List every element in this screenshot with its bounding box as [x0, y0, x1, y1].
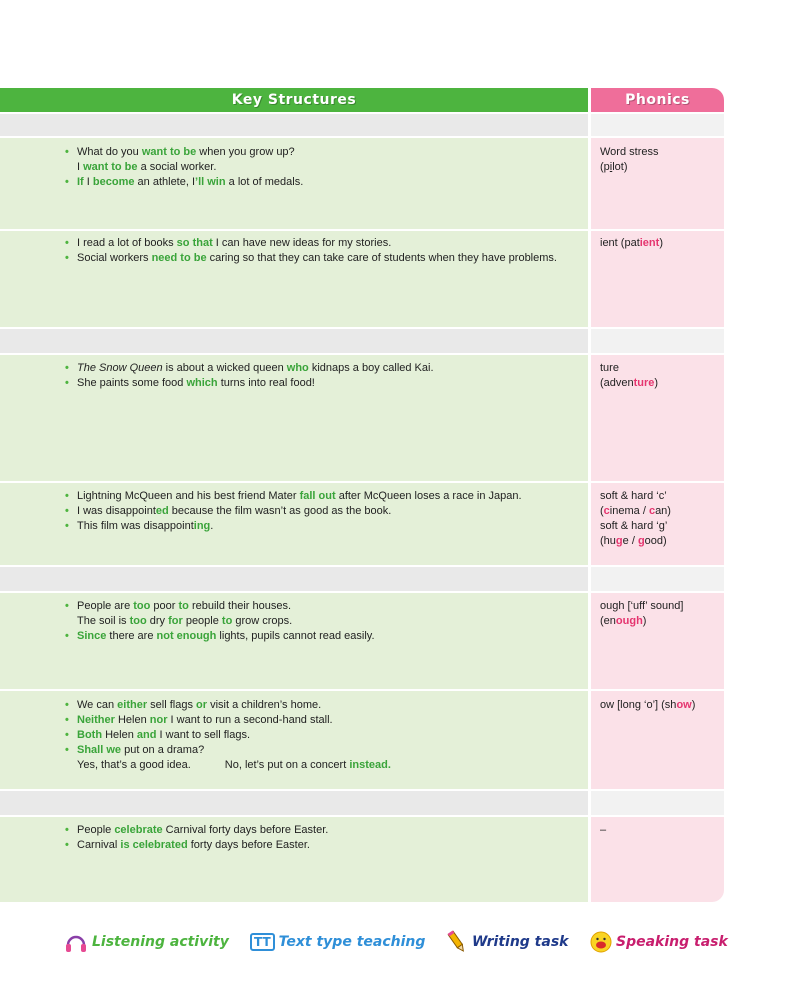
- highlight-green: too: [129, 615, 147, 627]
- highlight-green: not enough: [156, 630, 217, 642]
- gap-band: [591, 791, 724, 815]
- highlight-pink: ow: [676, 699, 692, 711]
- gap-band: [591, 567, 724, 591]
- structure-line: [64, 489, 574, 504]
- tt-badge-icon: [250, 933, 275, 951]
- phonics-line: [600, 599, 718, 614]
- text-segment: inema /: [609, 505, 649, 517]
- highlight-green: is celebrated: [120, 839, 188, 851]
- structure-line: [64, 698, 574, 713]
- key-structures-list: [64, 145, 574, 190]
- text-segment: put on a drama?: [121, 744, 205, 756]
- gap-band: [591, 329, 724, 353]
- text-segment: I want to run a second-hand stall.: [167, 714, 333, 726]
- text-segment: The soil is: [77, 615, 130, 627]
- key-structures-title: Key Structures: [231, 92, 357, 108]
- text-segment: (adven: [600, 377, 634, 389]
- structure-line: [64, 376, 574, 391]
- structure-line: [64, 614, 574, 629]
- text-segment: –: [600, 824, 607, 836]
- phonics-line: [600, 145, 718, 160]
- gap-band: [0, 114, 588, 136]
- structure-line: [64, 728, 574, 743]
- phonics-line: [600, 504, 718, 519]
- highlight-green: need to be: [151, 252, 207, 264]
- phonics-line: [600, 614, 718, 629]
- text-segment: ient (pat: [600, 237, 640, 249]
- text-segment: sell flags: [147, 699, 197, 711]
- text-segment: kidnaps a boy called Kai.: [308, 362, 434, 374]
- phonics-text: [600, 823, 718, 838]
- phonics-line: [600, 376, 718, 391]
- structure-line: [64, 823, 574, 838]
- text-segment: ood): [644, 535, 667, 547]
- text-segment: a lot of medals.: [225, 176, 304, 188]
- highlight-green: celebrate: [114, 824, 163, 836]
- text-segment: forty days before Easter.: [187, 839, 310, 851]
- text-segment: soft & hard ‘c’: [600, 490, 667, 502]
- phonics-text: [600, 599, 718, 629]
- key-structures-header: [0, 88, 588, 112]
- text-segment: I was disappoint: [77, 505, 156, 517]
- legend-writing-label: Writing task: [472, 934, 569, 950]
- text-segment: (en: [600, 615, 616, 627]
- highlight-green: to: [178, 600, 189, 612]
- text-segment: (p: [600, 161, 610, 173]
- gap-band: [0, 329, 588, 353]
- structure-line: [64, 361, 574, 376]
- text-segment: I can have new ideas for my stories.: [212, 237, 392, 249]
- text-segment: because the film wasn’t as good as the book.: [168, 505, 392, 517]
- text-segment: caring so that they can take care of students when they have problems.: [206, 252, 557, 264]
- phonics-text: [600, 361, 718, 391]
- text-segment: soft & hard ‘g’: [600, 520, 668, 532]
- phonics-line: [600, 534, 718, 549]
- pencil-icon: [446, 930, 468, 954]
- structure-line: [64, 713, 574, 728]
- phonics-title: Phonics: [625, 92, 690, 108]
- text-segment: dry: [146, 615, 169, 627]
- gap-band: [591, 114, 724, 136]
- highlight-green: to: [221, 615, 233, 627]
- phonics-text: [600, 489, 718, 549]
- text-segment: We can: [77, 699, 118, 711]
- text-segment: ): [691, 699, 696, 711]
- headphones-icon: [64, 931, 88, 953]
- phonics-line: [600, 489, 718, 504]
- text-segment: a social worker.: [137, 161, 217, 173]
- text-segment: ): [659, 237, 663, 249]
- key-structures-list: [64, 698, 574, 773]
- highlight-green: too: [133, 600, 151, 612]
- text-segment: No, let’s put on a concert: [224, 759, 350, 771]
- text-segment: ): [654, 377, 659, 389]
- text-segment: ture: [600, 362, 619, 374]
- text-segment: visit a children’s home.: [207, 699, 322, 711]
- legend-text-type: [250, 930, 425, 954]
- text-segment: after McQueen loses a race in Japan.: [335, 490, 522, 502]
- structure-line: [64, 236, 574, 251]
- key-structures-list: [64, 489, 574, 534]
- text-segment: ow [long ‘o’] (sh: [600, 699, 677, 711]
- highlight-green: who: [286, 362, 309, 374]
- text-segment: lights, pupils cannot read easily.: [216, 630, 375, 642]
- highlight-green: nor: [149, 714, 168, 726]
- highlight-green: or: [196, 699, 208, 711]
- title-italic: The Snow Queen: [77, 362, 163, 374]
- key-structures-list: [64, 361, 574, 391]
- text-segment: rebuild their houses.: [188, 600, 292, 612]
- text-segment: lot): [612, 161, 628, 173]
- highlight-green: become: [92, 176, 135, 188]
- text-segment: grow crops.: [232, 615, 293, 627]
- highlight-green: for: [168, 615, 183, 627]
- legend-listening-label: Listening activity: [92, 934, 229, 950]
- legend-speaking: [590, 930, 728, 954]
- highlight-pink: ture: [633, 377, 655, 389]
- highlight-green: Shall we: [77, 744, 122, 756]
- highlight-green: Both: [77, 729, 103, 741]
- structure-line: [64, 743, 574, 758]
- highlight-green: Since: [77, 630, 107, 642]
- text-segment: What do you: [77, 146, 142, 158]
- text-segment: .: [210, 520, 214, 532]
- highlight-green: ing: [193, 520, 211, 532]
- text-segment: (: [600, 505, 604, 517]
- text-segment: Lightning McQueen and his best friend Mater: [77, 490, 300, 502]
- text-segment: Yes, that’s a good idea.: [77, 759, 191, 771]
- phonics-text: [600, 145, 718, 175]
- text-segment: I: [83, 176, 93, 188]
- legend-speaking-label: Speaking task: [616, 934, 728, 950]
- structure-line: [64, 838, 574, 853]
- gap-band: [0, 791, 588, 815]
- highlight-green: and: [136, 729, 157, 741]
- legend-text-type-label: Text type teaching: [278, 934, 426, 950]
- highlight-green: Neither: [77, 714, 115, 726]
- highlight-green: ’ll win: [195, 176, 226, 188]
- text-segment: poor: [150, 600, 179, 612]
- text-segment: This film was disappoint: [77, 520, 194, 532]
- structure-line: [64, 629, 574, 644]
- text-segment: when you grow up?: [196, 146, 295, 158]
- phonics-line: [600, 236, 718, 251]
- legend-writing: [446, 930, 568, 954]
- key-structures-list: [64, 236, 574, 266]
- text-segment: Carnival: [77, 839, 121, 851]
- highlight-green: want to be: [141, 146, 197, 158]
- highlight-pink: g: [615, 535, 623, 547]
- text-segment: ): [642, 615, 647, 627]
- highlight-pink: c: [603, 505, 610, 517]
- structure-line: [64, 175, 574, 190]
- text-segment: turns into real food!: [217, 377, 315, 389]
- key-structures-list: [64, 823, 574, 853]
- highlight-green: fall out: [299, 490, 336, 502]
- gap-band: [0, 567, 588, 591]
- highlight-green: instead.: [349, 759, 391, 771]
- text-segment: there are: [106, 630, 157, 642]
- highlight-pink: ient: [639, 237, 660, 249]
- speaking-face-icon: [590, 931, 612, 953]
- highlight-green: If: [77, 176, 84, 188]
- text-segment: Carnival forty days before Easter.: [162, 824, 329, 836]
- text-segment: People are: [77, 600, 134, 612]
- text-segment: an athlete, I: [134, 176, 196, 188]
- structure-line: [64, 599, 574, 614]
- phonics-text: [600, 236, 718, 251]
- tt-badge-text: TT: [254, 935, 271, 949]
- structure-line: [64, 504, 574, 519]
- phonics-line: [600, 519, 718, 534]
- text-segment: Social workers: [77, 252, 152, 264]
- highlight-pink: g: [637, 535, 645, 547]
- highlight-green: ed: [155, 505, 169, 517]
- highlight-green: want to be: [83, 161, 138, 173]
- structure-line: [64, 160, 574, 175]
- structure-line: [64, 758, 574, 773]
- phonics-line: [600, 823, 718, 838]
- highlight-green: either: [117, 699, 148, 711]
- text-segment: People: [77, 824, 115, 836]
- structure-line: [64, 145, 574, 160]
- stressed-letter: i: [609, 161, 613, 173]
- highlight-pink: ough: [615, 615, 643, 627]
- structure-line: [64, 251, 574, 266]
- text-segment: Word stress: [600, 146, 659, 158]
- phonics-line: [600, 361, 718, 376]
- phonics-text: [600, 698, 718, 713]
- text-segment: (hu: [600, 535, 616, 547]
- phonics-line: [600, 698, 718, 713]
- highlight-pink: c: [648, 505, 656, 517]
- text-segment: an): [655, 505, 671, 517]
- phonics-line: [600, 160, 718, 175]
- text-segment: is about a wicked queen: [162, 362, 287, 374]
- text-segment: I want to sell flags.: [156, 729, 251, 741]
- highlight-green: which: [186, 377, 218, 389]
- highlight-green: so that: [176, 237, 213, 249]
- text-segment: Helen: [114, 714, 150, 726]
- phonics-header: [591, 88, 724, 112]
- text-segment: people: [182, 615, 222, 627]
- text-segment: She paints some food: [77, 377, 187, 389]
- legend-listening: [64, 930, 229, 954]
- text-segment: I read a lot of books: [77, 237, 177, 249]
- text-segment: e /: [622, 535, 638, 547]
- key-structures-list: [64, 599, 574, 644]
- text-segment: Helen: [102, 729, 137, 741]
- text-segment: ough [‘uff’ sound]: [600, 600, 684, 612]
- text-segment: I: [77, 161, 84, 173]
- structure-line: [64, 519, 574, 534]
